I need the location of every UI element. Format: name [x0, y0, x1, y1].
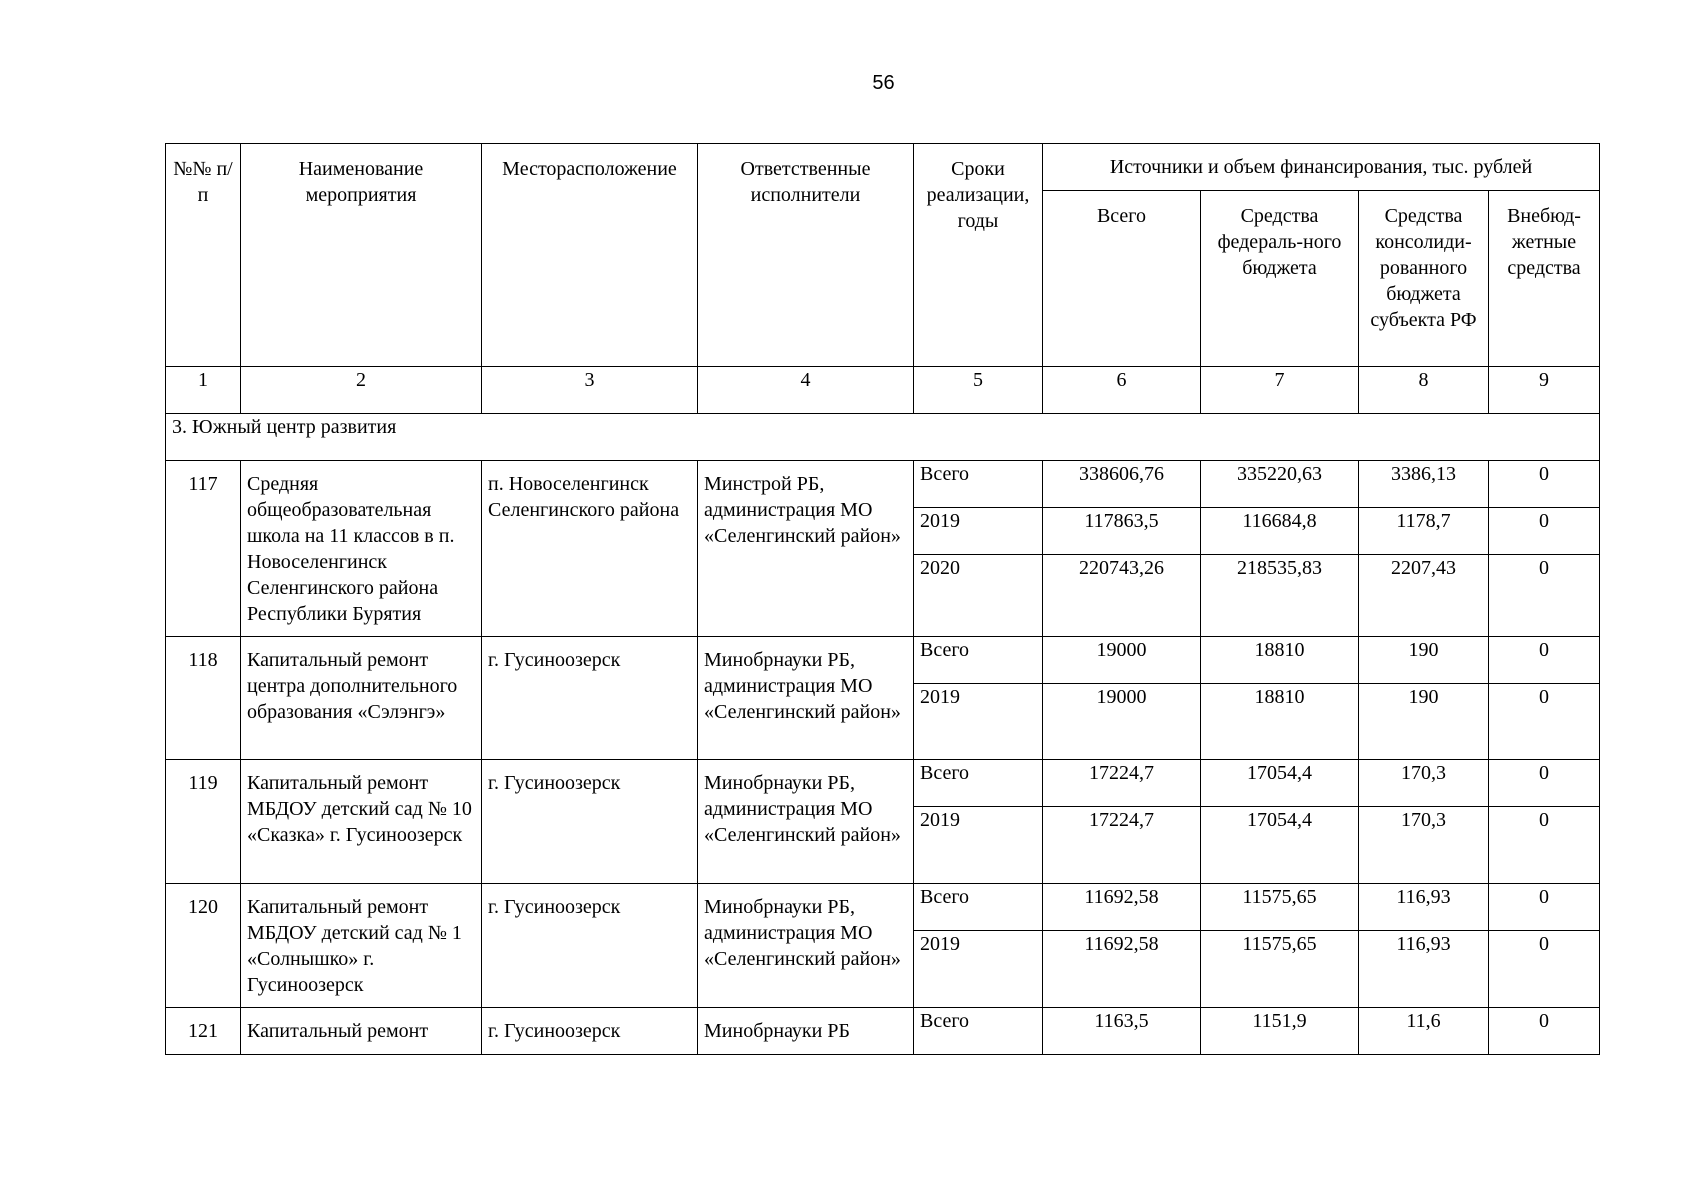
consolidated-value: 116,93 — [1359, 931, 1489, 1008]
extrabudget-value: 0 — [1489, 884, 1600, 931]
row-number: 120 — [166, 884, 241, 1008]
consolidated-value: 2207,43 — [1359, 555, 1489, 637]
column-number: 6 — [1043, 367, 1201, 414]
total-value: 338606,76 — [1043, 461, 1201, 508]
period: Всего — [914, 884, 1043, 931]
extrabudget-value: 0 — [1489, 508, 1600, 555]
period: 2020 — [914, 555, 1043, 637]
column-number: 1 — [166, 367, 241, 414]
total-value: 19000 — [1043, 637, 1201, 684]
column-number: 8 — [1359, 367, 1489, 414]
responsible: Минстрой РБ, администрация МО «Селенгинский район» — [698, 461, 914, 637]
column-number: 4 — [698, 367, 914, 414]
consolidated-value: 190 — [1359, 684, 1489, 760]
federal-value: 18810 — [1201, 684, 1359, 760]
header-extrabudget: Внебюд-жетные средства — [1489, 191, 1600, 367]
header-funding: Источники и объем финансирования, тыс. рублей — [1043, 144, 1600, 191]
section-row — [166, 414, 1600, 461]
row-number: 117 — [166, 461, 241, 637]
federal-value: 335220,63 — [1201, 461, 1359, 508]
extrabudget-value: 0 — [1489, 684, 1600, 760]
table-row — [166, 884, 1600, 931]
total-value: 19000 — [1043, 684, 1201, 760]
header-consolidated: Средства консолиди-рованного бюджета субъекта РФ — [1359, 191, 1489, 367]
header-no: №№ п/п — [166, 144, 241, 367]
event-name: Капитальный ремонт МБДОУ детский сад № 10 «Сказка» г. Гусиноозерск — [241, 760, 482, 884]
extrabudget-value: 0 — [1489, 931, 1600, 1008]
column-number: 3 — [482, 367, 698, 414]
table-row — [166, 637, 1600, 684]
header-federal: Средства федераль-ного бюджета — [1201, 191, 1359, 367]
location: г. Гусиноозерск — [482, 884, 698, 1008]
event-name: Капитальный ремонт МБДОУ детский сад № 1 «Солнышко» г. Гусиноозерск — [241, 884, 482, 1008]
federal-value: 17054,4 — [1201, 807, 1359, 884]
header-total: Всего — [1043, 191, 1201, 367]
column-number: 9 — [1489, 367, 1600, 414]
event-name: Капитальный ремонт центра дополнительного образования «Сэлэнгэ» — [241, 637, 482, 760]
location: г. Гусиноозерск — [482, 637, 698, 760]
consolidated-value: 3386,13 — [1359, 461, 1489, 508]
total-value: 17224,7 — [1043, 807, 1201, 884]
location: п. Новоселенгинск Селенгинского района — [482, 461, 698, 637]
federal-value: 116684,8 — [1201, 508, 1359, 555]
total-value: 220743,26 — [1043, 555, 1201, 637]
federal-value: 11575,65 — [1201, 931, 1359, 1008]
period: 2019 — [914, 807, 1043, 884]
page-number: 56 — [872, 72, 895, 94]
federal-value: 18810 — [1201, 637, 1359, 684]
period: 2019 — [914, 931, 1043, 1008]
table-row — [166, 1008, 1600, 1055]
consolidated-value: 11,6 — [1359, 1008, 1489, 1055]
header-period: Сроки реализации, годы — [914, 144, 1043, 367]
total-value: 117863,5 — [1043, 508, 1201, 555]
column-numbers-row — [166, 367, 1600, 414]
responsible: Минобрнауки РБ, администрация МО «Селенгинский район» — [698, 760, 914, 884]
row-number: 119 — [166, 760, 241, 884]
header-responsible: Ответственные исполнители — [698, 144, 914, 367]
event-name: Капитальный ремонт — [241, 1008, 482, 1055]
responsible: Минобрнауки РБ — [698, 1008, 914, 1055]
federal-value: 17054,4 — [1201, 760, 1359, 807]
responsible: Минобрнауки РБ, администрация МО «Селенгинский район» — [698, 884, 914, 1008]
extrabudget-value: 0 — [1489, 461, 1600, 508]
federal-value: 11575,65 — [1201, 884, 1359, 931]
period: Всего — [914, 1008, 1043, 1055]
row-number: 118 — [166, 637, 241, 760]
responsible: Минобрнауки РБ, администрация МО «Селенгинский район» — [698, 637, 914, 760]
financing-table — [165, 143, 1600, 1055]
period: 2019 — [914, 684, 1043, 760]
extrabudget-value: 0 — [1489, 1008, 1600, 1055]
extrabudget-value: 0 — [1489, 760, 1600, 807]
total-value: 1163,5 — [1043, 1008, 1201, 1055]
column-number: 2 — [241, 367, 482, 414]
header-name: Наименование мероприятия — [241, 144, 482, 367]
column-number: 5 — [914, 367, 1043, 414]
event-name: Средняя общеобразовательная школа на 11 классов в п. Новоселенгинск Селенгинского района Республики Бурятия — [241, 461, 482, 637]
extrabudget-value: 0 — [1489, 807, 1600, 884]
consolidated-value: 170,3 — [1359, 760, 1489, 807]
row-number: 121 — [166, 1008, 241, 1055]
table-row — [166, 760, 1600, 807]
column-number: 7 — [1201, 367, 1359, 414]
extrabudget-value: 0 — [1489, 637, 1600, 684]
period: 2019 — [914, 508, 1043, 555]
consolidated-value: 116,93 — [1359, 884, 1489, 931]
header-location: Месторасположение — [482, 144, 698, 367]
consolidated-value: 190 — [1359, 637, 1489, 684]
period: Всего — [914, 461, 1043, 508]
consolidated-value: 170,3 — [1359, 807, 1489, 884]
federal-value: 1151,9 — [1201, 1008, 1359, 1055]
total-value: 11692,58 — [1043, 931, 1201, 1008]
total-value: 17224,7 — [1043, 760, 1201, 807]
total-value: 11692,58 — [1043, 884, 1201, 931]
period: Всего — [914, 637, 1043, 684]
federal-value: 218535,83 — [1201, 555, 1359, 637]
table-row — [166, 461, 1600, 508]
location: г. Гусиноозерск — [482, 760, 698, 884]
extrabudget-value: 0 — [1489, 555, 1600, 637]
section-title: 3. Южный центр развития — [166, 414, 1600, 461]
consolidated-value: 1178,7 — [1359, 508, 1489, 555]
location: г. Гусиноозерск — [482, 1008, 698, 1055]
period: Всего — [914, 760, 1043, 807]
